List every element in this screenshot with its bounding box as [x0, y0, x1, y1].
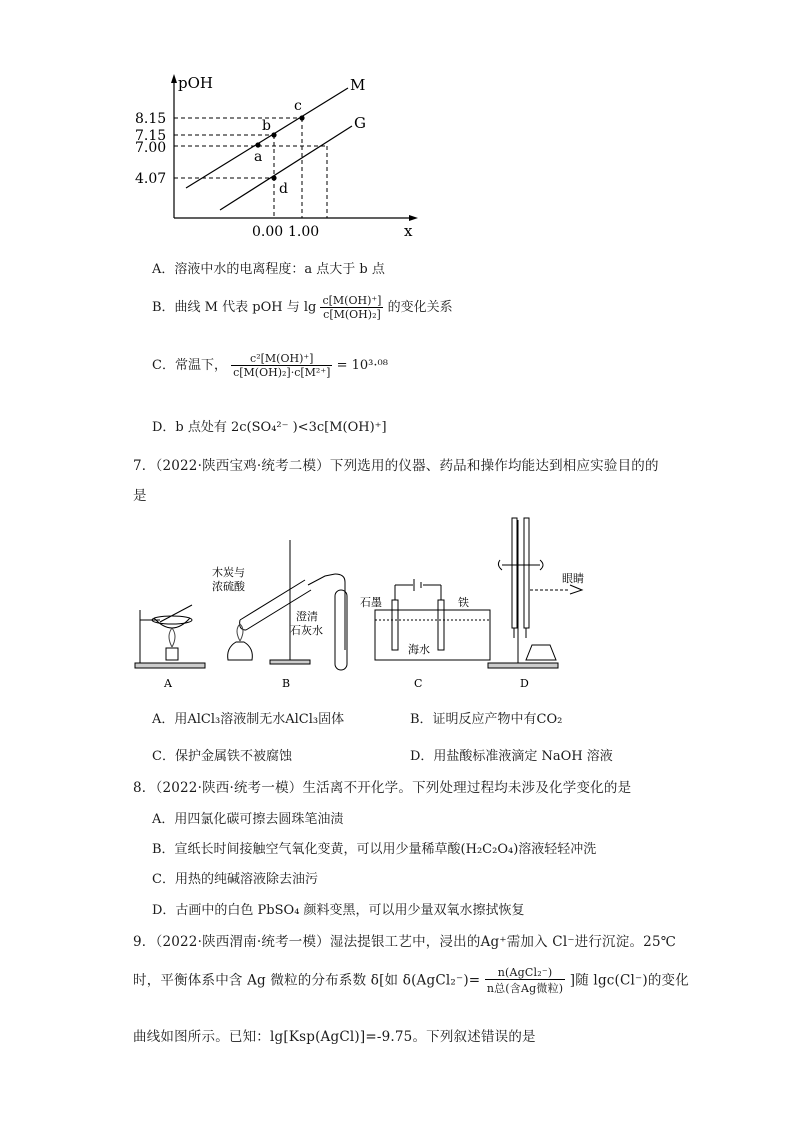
- q7-option-d: D．用盐酸标准液滴定 NaOH 溶液: [410, 749, 613, 764]
- y-tick-815: 8.15: [135, 111, 167, 127]
- q8-option-c: C．用热的纯碱溶液除去油污: [152, 872, 318, 887]
- q6-c-num: c²[M(OH)⁺]: [231, 352, 332, 366]
- q6-c-den: c[M(OH)₂]·c[M²⁺]: [233, 366, 331, 379]
- fig-label-lime2: 石灰水: [290, 624, 323, 637]
- q9-frac-den: n总(含Ag微粒): [486, 982, 564, 995]
- label-m: M: [350, 76, 366, 94]
- q6-b-fraction: [320, 294, 383, 321]
- label-g: G: [354, 114, 366, 132]
- q6-option-b: [152, 294, 453, 321]
- fig-label-graphite: 石墨: [360, 596, 382, 609]
- q7-option-b: B．证明反应产物中有CO₂: [410, 712, 563, 727]
- fig-label-lime1: 澄清: [296, 610, 318, 623]
- q8-option-b: B．宣纸长时间接触空气氧化变黄，可以用少量稀草酸(H₂C₂O₄)溶液轻轻冲洗: [152, 842, 597, 857]
- q9-stem-line1: 9．（2022·陕西渭南·统考一模）湿法提银工艺中，浸出的Ag⁺需加入 Cl⁻进行沉淀。25℃: [133, 934, 677, 950]
- q8-option-a: A．用四氯化碳可擦去圆珠笔油渍: [152, 812, 344, 827]
- label-a: a: [254, 149, 263, 165]
- q6-c-pre: C．常温下，: [152, 358, 227, 373]
- q6-c-fraction: [231, 352, 332, 379]
- label-b: b: [262, 118, 271, 134]
- y-axis-label: pOH: [178, 74, 213, 92]
- point-c: [299, 115, 304, 120]
- y-tick-407: 4.07: [135, 171, 167, 187]
- y-tick-700: 7.00: [135, 140, 167, 156]
- q6-b-post: 的变化关系: [387, 300, 453, 315]
- q9-line2-pre: 时，平衡体系中含 Ag 微粒的分布系数 δ[如 δ(AgCl₂⁻)=: [133, 972, 481, 989]
- q6-option-c: [152, 352, 388, 379]
- line-g: [220, 126, 352, 210]
- fig-label-b: B: [282, 677, 291, 690]
- q9-frac-num: n(AgCl₂⁻): [485, 966, 565, 980]
- q9-stem-line2: [133, 966, 689, 996]
- y-tick-715: 7.15: [135, 128, 167, 144]
- q9-stem-line3: 曲线如图所示。已知：lg[Ksp(AgCl)]=-9.75。下列叙述错误的是: [133, 1029, 536, 1045]
- fig-label-a: A: [164, 677, 172, 690]
- apparatus-d: [488, 518, 582, 668]
- q6-b-num: c[M(OH)⁺]: [322, 294, 382, 307]
- q7-stem-line2: 是: [133, 488, 147, 504]
- q6-option-a: A．溶液中水的电离程度：a 点大于 b 点: [152, 262, 385, 277]
- fig-label-d: D: [520, 677, 529, 690]
- apparatus-b: [228, 540, 347, 670]
- fig-label-iron: 铁: [458, 596, 469, 609]
- x-tick-000: 0.00: [252, 224, 284, 240]
- fig-label-charcoal: 木炭与: [212, 566, 245, 579]
- line-m: [186, 88, 348, 188]
- x-tick-100: 1.00: [288, 224, 320, 240]
- q7-stem-line1: 7．（2022·陕西宝鸡·统考二模）下列选用的仪器、药品和操作均能达到相应实验目的的: [133, 458, 659, 474]
- q8-option-d: D．古画中的白色 PbSO₄ 颜料变黑，可以用少量双氧水擦拭恢复: [152, 903, 525, 918]
- point-d: [271, 175, 276, 180]
- apparatus-a: [135, 605, 205, 668]
- x-axis-label: x: [404, 222, 413, 240]
- q6-b-pre: B．曲线 M 代表 pOH 与 lg: [152, 300, 317, 315]
- fig-label-c: C: [414, 677, 423, 690]
- label-c: c: [294, 98, 302, 114]
- q6-option-d: D．b 点处有 2c(SO₄²⁻ )<3c[M(OH)⁺]: [152, 420, 387, 435]
- poh-graph: [130, 70, 430, 245]
- point-b: [271, 132, 276, 137]
- q7-option-a: A．用AlCl₃溶液制无水AlCl₃固体: [152, 712, 345, 727]
- point-a: [255, 142, 260, 147]
- apparatus-c: [375, 579, 490, 660]
- q7-apparatus-figure: [130, 510, 610, 695]
- q6-b-den: c[M(OH)₂]: [323, 308, 381, 321]
- label-d: d: [279, 181, 288, 197]
- q7-option-c: C．保护金属铁不被腐蚀: [152, 749, 292, 764]
- fig-label-eye: 眼睛: [562, 572, 584, 585]
- fig-label-acid: 浓硫酸: [212, 580, 245, 593]
- q9-line2-post: ]随 lgc(Cl⁻)的变化: [569, 972, 689, 989]
- q9-fraction: [485, 966, 565, 996]
- fig-label-seawater: 海水: [408, 643, 430, 656]
- q6-c-post: = 10³·⁰⁸: [336, 358, 388, 373]
- q8-stem: 8．（2022·陕西·统考一模）生活离不开化学。下列处理过程均未涉及化学变化的是: [133, 780, 632, 796]
